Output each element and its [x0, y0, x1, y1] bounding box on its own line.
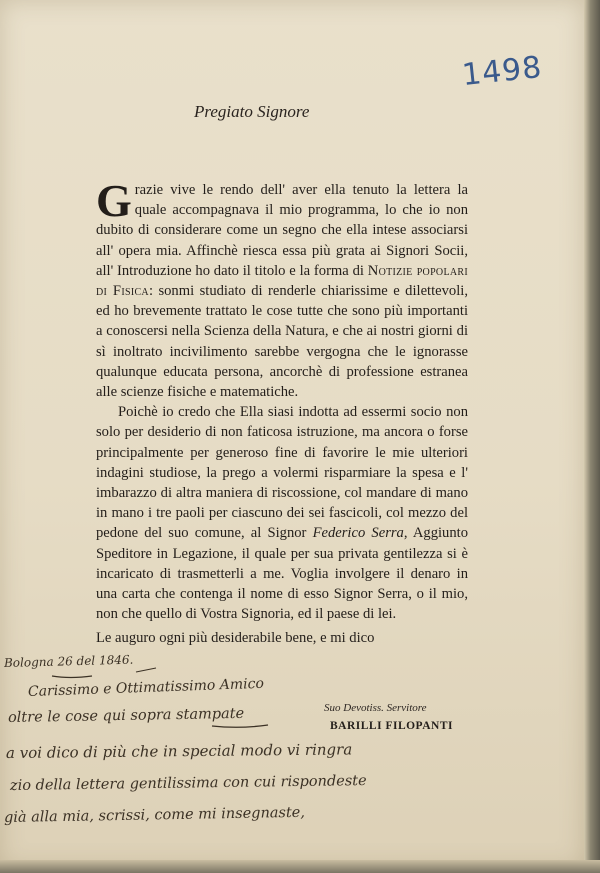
closing-line: Le auguro ogni più desiderabile bene, e mi dico: [96, 630, 375, 646]
handwritten-line: oltre le cose qui sopra stampate: [7, 705, 245, 726]
handwritten-line: zio della lettera gentilissima con cui rispondeste: [9, 773, 367, 794]
publication-title: Notizie popolari di Fisica: [96, 262, 468, 300]
paper-edge-bottom: [0, 860, 600, 873]
drop-cap: G: [96, 175, 132, 226]
paragraph-1: [96, 175, 468, 402]
paragraph-2-text: Poichè io credo che Ella siasi indotta ad essermi socio non solo per desiderio di non faticosa istruzione, ma ancora o forse principalmente per generoso fine di favorire le mie ulteriori indagini studiose, la prego a volermi risparmiare la spesa e l' imbarazzo di altra maniera di riscossione, col mandare di mano in mano i tre paoli per ciascuno dei sei fascicoli, col mezzo del pedone del suo comune, al Signor: [96, 404, 468, 542]
archive-number: 1498: [460, 49, 544, 94]
paragraph-2: [96, 402, 468, 624]
letter-body: [96, 175, 469, 624]
handwritten-greeting: Carissimo e Ottimatissimo Amico: [27, 675, 265, 700]
handwritten-date: Bologna 26 del 1846.: [3, 652, 134, 670]
handwritten-line: a voi dico di più che in special modo vi ringra: [5, 740, 353, 762]
printed-signature: BARILLI FILOPANTI: [330, 720, 453, 732]
paper-edge-right: [584, 0, 600, 873]
handwritten-line: già alla mia, scrissi, come mi insegnaste,: [3, 804, 306, 826]
salutation: Pregiato Signore: [194, 102, 310, 121]
agent-name: Federico Serra: [312, 525, 404, 542]
signoff: Suo Devotiss. Servitore: [324, 702, 427, 714]
paragraph-1-text-end: : sonmi studiato di renderle chiarissime e dilettevoli, ed ho brevemente trattato le cose tutte che sono più importanti a conoscersi nella Scienza della Natura, e che ai nostri giorni di sì inoltrato incivilimento sarebbe vergogna che le ignorasse qualunque educata persona, ancorchè di professione estranea alle scienze fisiche e matematiche.: [96, 283, 468, 401]
paragraph-2-text-end: , Aggiunto Speditore in Legazione, il quale per sua privata gentilezza si è incaricato di trasmetterli a me. Voglia involgere il denaro in una carta che contenga il nome di esso Signor Serra, o il mio, non che quello di Vostra Signoria, ed il paese di lei.: [96, 525, 469, 623]
paragraph-1-text: razie vive le rendo dell' aver ella tenuto la lettera la quale accompagnava il mio programma, lo che io non dubito di considerare come un segno che ella intese associarsi all' opera mia. Affinchè riesca essa più grata ai Signori Socii, all' Introduzione ho dato il titolo e la forma di: [96, 182, 468, 279]
